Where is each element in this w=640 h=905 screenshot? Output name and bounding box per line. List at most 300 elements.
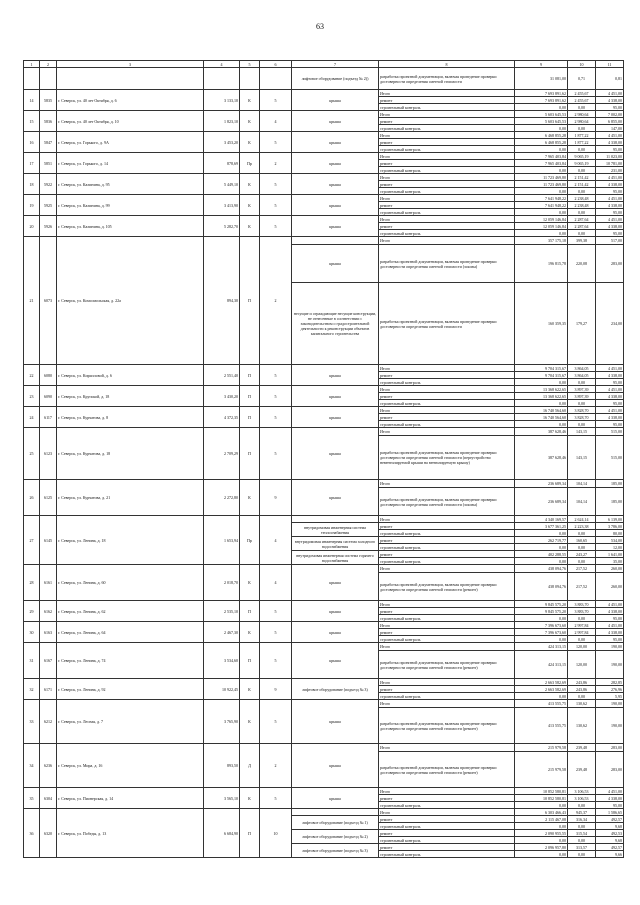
work-type: ремонт: [379, 537, 515, 544]
system-name: крыша: [292, 132, 379, 153]
wall-material: П: [240, 601, 260, 622]
row-number: 30: [24, 622, 40, 643]
max-cost: 492,57: [596, 816, 624, 823]
col-num: 8: [379, 61, 515, 68]
max-cost: 515,00: [596, 436, 624, 480]
unit-cost: 130,62: [568, 700, 596, 708]
cost: 438 094,76: [515, 573, 568, 601]
max-cost: 1 586,65: [596, 809, 624, 816]
system-name: крыша: [292, 195, 379, 216]
max-cost: 0,81: [596, 68, 624, 90]
cost: 2 663 582,69: [515, 679, 568, 686]
cost: 262 719,77: [515, 537, 568, 544]
work-type: строительный контроль: [379, 421, 515, 428]
work-type: строительный контроль: [379, 544, 515, 551]
max-cost: 4 338,00: [596, 181, 624, 188]
cost: 7 641 948,22: [515, 195, 568, 202]
work-type: разработка проектной документации, включая проведение проверки достоверности определения сметной стоимости (переустройство невентилируемой крыши на вентилируемую крышу): [379, 436, 515, 480]
area: 2 467,30: [204, 622, 240, 643]
work-type: ремонт: [379, 816, 515, 823]
address: г. Северск, ул. Курчатова, д. 8: [57, 407, 204, 428]
area: 5 449,10: [204, 174, 240, 195]
col-num: 10: [568, 61, 596, 68]
house-code: 6080: [40, 365, 57, 386]
unit-cost: 0,00: [568, 400, 596, 407]
max-cost: 283,00: [596, 744, 624, 752]
cost: 402 288,55: [515, 551, 568, 558]
work-type: строительный контроль: [379, 146, 515, 153]
house-code: 6125: [40, 480, 57, 516]
system-name: крыша: [292, 245, 379, 283]
system-name: лифтовое оборудование (подъезд № 2): [292, 830, 379, 844]
unit-cost: 1 877,22: [568, 132, 596, 139]
work-type: Итого: [379, 480, 515, 488]
work-type: ремонт: [379, 202, 515, 209]
floors: 5: [260, 428, 292, 480]
area: 6 684,90: [204, 809, 240, 858]
work-type: Итого: [379, 428, 515, 436]
max-cost: 9,68: [596, 823, 624, 830]
unit-cost: 3 883,70: [568, 601, 596, 608]
house-code: [40, 68, 57, 90]
work-type: Итого: [379, 601, 515, 608]
cost: 2 096 957,80: [515, 844, 568, 851]
work-type: Итого: [379, 788, 515, 795]
cost: 6 468 855,28: [515, 132, 568, 139]
unit-cost: 399,38: [568, 237, 596, 245]
work-type: ремонт: [379, 181, 515, 188]
work-type: ремонт: [379, 393, 515, 400]
max-cost: 4 451,00: [596, 407, 624, 414]
area: 3 413,90: [204, 195, 240, 216]
floors: [260, 68, 292, 90]
col-num: 3: [57, 61, 204, 68]
max-cost: 95,00: [596, 636, 624, 643]
unit-cost: 2 455,67: [568, 97, 596, 104]
work-type: Итого: [379, 195, 515, 202]
max-cost: 95,00: [596, 421, 624, 428]
unit-cost: 3 828,70: [568, 407, 596, 414]
house-code: 5847: [40, 132, 57, 153]
cost: 236 689,34: [515, 480, 568, 488]
cost: 11 723 469,80: [515, 181, 568, 188]
floors: 10: [260, 809, 292, 858]
wall-material: П: [240, 428, 260, 480]
cost: 0,00: [515, 837, 568, 844]
area: 10 922,45: [204, 679, 240, 700]
table-row: [24, 174, 624, 181]
work-type: Итого: [379, 622, 515, 629]
cost: 3 677 361,25: [515, 523, 568, 530]
unit-cost: 9 065,19: [568, 160, 596, 167]
unit-cost: 2 151,42: [568, 181, 596, 188]
unit-cost: 243,27: [568, 551, 596, 558]
work-type: Итого: [379, 174, 515, 181]
table-row: [24, 788, 624, 795]
unit-cost: 3 883,70: [568, 608, 596, 615]
page-number: 63: [316, 22, 324, 31]
work-type: Итого: [379, 643, 515, 651]
max-cost: 515,00: [596, 428, 624, 436]
cost: 9 704 315,67: [515, 372, 568, 379]
address: г. Северск, ул. Ленина, д. 62: [57, 601, 204, 622]
work-type: ремонт: [379, 795, 515, 802]
unit-cost: 239,48: [568, 752, 596, 788]
floors: 5: [260, 216, 292, 237]
cost: 0,00: [515, 421, 568, 428]
unit-cost: 0,00: [568, 544, 596, 551]
wall-material: К: [240, 679, 260, 700]
max-cost: 4 451,00: [596, 90, 624, 97]
unit-cost: 3 864,05: [568, 372, 596, 379]
address: г. Северск, ул. 40 лет Октября, д. 10: [57, 111, 204, 132]
row-number: 36: [24, 809, 40, 858]
cost: 7 641 948,22: [515, 202, 568, 209]
cost: 196 815,78: [515, 245, 568, 283]
cost: 0,00: [515, 230, 568, 237]
row-number: 35: [24, 788, 40, 809]
table-row: [24, 428, 624, 436]
work-type: разработка проектной документации, включая проведение проверки достоверности определения сметной стоимости (ремонт): [379, 708, 515, 744]
cost: 413 555,75: [515, 708, 568, 744]
cost: 9 845 575,20: [515, 608, 568, 615]
work-type: ремонт: [379, 844, 515, 851]
table-row: [24, 809, 624, 816]
floors: 4: [260, 565, 292, 601]
max-cost: 4 338,00: [596, 795, 624, 802]
max-cost: 4 451,00: [596, 365, 624, 372]
max-cost: 283,00: [596, 752, 624, 788]
floors: 5: [260, 700, 292, 744]
work-type: строительный контроль: [379, 636, 515, 643]
work-type: ремонт: [379, 139, 515, 146]
unit-cost: 0,00: [568, 146, 596, 153]
system-name: крыша: [292, 788, 379, 809]
work-type: строительный контроль: [379, 104, 515, 111]
house-code: 6167: [40, 643, 57, 679]
unit-cost: 0,00: [568, 530, 596, 537]
repair-program-table: [23, 60, 624, 858]
wall-material: Д: [240, 744, 260, 788]
cost: 0,00: [515, 544, 568, 551]
unit-cost: 2 238,48: [568, 195, 596, 202]
col-num: 9: [515, 61, 568, 68]
unit-cost: 2 238,48: [568, 202, 596, 209]
unit-cost: 2 980,64: [568, 111, 596, 118]
unit-cost: 0,00: [568, 125, 596, 132]
column-number-row: [24, 61, 624, 68]
unit-cost: 0,00: [568, 379, 596, 386]
cost: 160 359,35: [515, 283, 568, 365]
system-name: лифтовое оборудование (подъезд № 3): [292, 844, 379, 858]
max-cost: 95,00: [596, 379, 624, 386]
table-row: [24, 68, 624, 90]
address: г. Северск, ул. Ленина, д. 74: [57, 643, 204, 679]
cost: 0,00: [515, 615, 568, 622]
max-cost: 231,00: [596, 167, 624, 174]
work-type: Итого: [379, 516, 515, 523]
area: 2 709,29: [204, 428, 240, 480]
cost: 9 845 575,20: [515, 601, 568, 608]
max-cost: 4 338,00: [596, 372, 624, 379]
floors: 5: [260, 174, 292, 195]
max-cost: 4 338,00: [596, 393, 624, 400]
unit-cost: 0,00: [568, 421, 596, 428]
wall-material: К: [240, 480, 260, 516]
wall-material: К: [240, 565, 260, 601]
max-cost: 4 338,00: [596, 608, 624, 615]
max-cost: 1 641,00: [596, 551, 624, 558]
cost: 0,00: [515, 636, 568, 643]
unit-cost: 3 106,53: [568, 788, 596, 795]
area: 1 823,10: [204, 111, 240, 132]
unit-cost: 217,52: [568, 565, 596, 573]
row-number: 24: [24, 407, 40, 428]
table-row: [24, 480, 624, 488]
table-row: [24, 565, 624, 573]
cost: 12 059 146,84: [515, 223, 568, 230]
max-cost: 234,00: [596, 283, 624, 365]
max-cost: 12,00: [596, 544, 624, 551]
address: г. Северск, ул. Лесная, д. 7: [57, 700, 204, 744]
cost: 2 115 467,08: [515, 816, 568, 823]
cost: 0,00: [515, 188, 568, 195]
max-cost: 6 139,00: [596, 516, 624, 523]
system-name: внутридомовая инженерная система теплоснабжения: [292, 523, 379, 537]
work-type: разработка проектной документации, включая проведение проверки достоверности определения сметной стоимости: [379, 283, 515, 365]
floors: 9: [260, 480, 292, 516]
row-number: [24, 68, 40, 90]
row-number: 25: [24, 428, 40, 480]
wall-material: Пр: [240, 153, 260, 174]
cost: 7 693 891,62: [515, 97, 568, 104]
address: г. Северск, ул. Пионерская, д. 14: [57, 788, 204, 809]
wall-material: К: [240, 700, 260, 744]
work-type: Итого: [379, 679, 515, 686]
max-cost: 4 451,00: [596, 132, 624, 139]
house-code: 5851: [40, 153, 57, 174]
floors: 5: [260, 788, 292, 809]
unit-cost: 143,15: [568, 436, 596, 480]
address: г. Северск, ул. Калинина, д. 99: [57, 195, 204, 216]
address: г. Северск, ул. Курчатова, д. 18: [57, 428, 204, 480]
work-type: строительный контроль: [379, 693, 515, 700]
unit-cost: 243,86: [568, 686, 596, 693]
work-type: ремонт: [379, 629, 515, 636]
max-cost: 260,00: [596, 573, 624, 601]
unit-cost: 2 980,64: [568, 118, 596, 125]
work-type: Итого: [379, 237, 515, 245]
unit-cost: 313,57: [568, 844, 596, 851]
unit-cost: 2 997,84: [568, 629, 596, 636]
table-row: [24, 643, 624, 651]
address: г. Северск, ул. Ленина, д. 92: [57, 679, 204, 700]
row-number: 27: [24, 516, 40, 565]
house-code: 5925: [40, 195, 57, 216]
wall-material: Пр: [240, 516, 260, 565]
floors: 5: [260, 386, 292, 407]
address: г. Северск, ул. Калинина, д. 105: [57, 216, 204, 237]
unit-cost: 104,14: [568, 488, 596, 516]
floors: 5: [260, 601, 292, 622]
work-type: Итого: [379, 111, 515, 118]
system-name: [292, 237, 379, 245]
wall-material: П: [240, 407, 260, 428]
table-row: [24, 622, 624, 629]
address: г. Северск, ул. Комсомольская, д. 22а: [57, 237, 204, 365]
unit-cost: 2 151,42: [568, 174, 596, 181]
unit-cost: 3 897,39: [568, 393, 596, 400]
work-type: Итого: [379, 565, 515, 573]
work-type: ремонт: [379, 608, 515, 615]
max-cost: 4 451,00: [596, 216, 624, 223]
address: г. Северск, ул. Горького, д. 9А: [57, 132, 204, 153]
wall-material: К: [240, 195, 260, 216]
cost: 5 603 645,53: [515, 111, 568, 118]
area: 4 372,35: [204, 407, 240, 428]
work-type: ремонт: [379, 686, 515, 693]
cost: 5 603 645,53: [515, 118, 568, 125]
cost: 10 852 580,81: [515, 788, 568, 795]
row-number: 32: [24, 679, 40, 700]
area: 3 534,60: [204, 643, 240, 679]
max-cost: 4 338,00: [596, 629, 624, 636]
system-name: крыша: [292, 622, 379, 643]
row-number: 28: [24, 565, 40, 601]
address: г. Северск, ул. 40 лет Октября, д. 6: [57, 90, 204, 111]
unit-cost: 3 897,39: [568, 386, 596, 393]
house-code: 6117: [40, 407, 57, 428]
max-cost: 6 855,00: [596, 118, 624, 125]
cost: 16 740 564,60: [515, 407, 568, 414]
area: 3 453,20: [204, 132, 240, 153]
work-type: строительный контроль: [379, 188, 515, 195]
address: г. Северск, ул. Мира, д. 16: [57, 744, 204, 788]
unit-cost: 217,52: [568, 573, 596, 601]
cost: 2 090 955,55: [515, 830, 568, 837]
unit-cost: 239,48: [568, 744, 596, 752]
max-cost: 190,00: [596, 700, 624, 708]
unit-cost: 0,00: [568, 615, 596, 622]
row-number: 19: [24, 195, 40, 216]
house-code: 6145: [40, 516, 57, 565]
area: 3 565,10: [204, 788, 240, 809]
table-row: [24, 237, 624, 245]
unit-cost: 0,00: [568, 230, 596, 237]
area: 2 535,10: [204, 601, 240, 622]
cost: 0,00: [515, 530, 568, 537]
unit-cost: 0,00: [568, 167, 596, 174]
cost: 236 689,34: [515, 488, 568, 516]
unit-cost: 945,37: [568, 809, 596, 816]
cost: 2 663 582,69: [515, 686, 568, 693]
max-cost: 95,00: [596, 188, 624, 195]
table-row: [24, 744, 624, 752]
row-number: 26: [24, 480, 40, 516]
unit-cost: 1 877,22: [568, 139, 596, 146]
work-type: разработка проектной документации, включая проведение проверки достоверности определения сметной стоимости (эскизы): [379, 245, 515, 283]
cost: 0,00: [515, 802, 568, 809]
system-name: лифтовое оборудование (подъезд № 3): [292, 679, 379, 700]
system-name: крыша: [292, 174, 379, 195]
work-type: Итого: [379, 809, 515, 816]
cost: 0,00: [515, 693, 568, 700]
unit-cost: 2 287,64: [568, 223, 596, 230]
work-type: строительный контроль: [379, 615, 515, 622]
cost: 424 313,15: [515, 643, 568, 651]
max-cost: 260,00: [596, 565, 624, 573]
col-num: 7: [292, 61, 379, 68]
max-cost: 95,00: [596, 146, 624, 153]
max-cost: 95,00: [596, 400, 624, 407]
system-name: крыша: [292, 216, 379, 237]
max-cost: 4 451,00: [596, 788, 624, 795]
address: г. Северск, ул. Ленина, д. 18: [57, 516, 204, 565]
wall-material: П: [240, 643, 260, 679]
work-type: ремонт: [379, 551, 515, 558]
unit-cost: 0,00: [568, 636, 596, 643]
unit-cost: 0,00: [568, 188, 596, 195]
max-cost: 283,00: [596, 245, 624, 283]
system-name: крыша: [292, 407, 379, 428]
unit-cost: 0,00: [568, 837, 596, 844]
work-type: Итого: [379, 744, 515, 752]
cost: 387 628,46: [515, 428, 568, 436]
cost: 16 740 564,60: [515, 414, 568, 421]
max-cost: 11 023,00: [596, 153, 624, 160]
cost: 0,00: [515, 379, 568, 386]
system-name: крыша: [292, 111, 379, 132]
unit-cost: 243,86: [568, 679, 596, 686]
cost: 438 094,76: [515, 565, 568, 573]
max-cost: 35,00: [596, 558, 624, 565]
wall-material: К: [240, 174, 260, 195]
max-cost: 4 451,00: [596, 386, 624, 393]
max-cost: 4 451,00: [596, 601, 624, 608]
unit-cost: 0,00: [568, 851, 596, 858]
wall-material: К: [240, 788, 260, 809]
cost: 0,00: [515, 146, 568, 153]
house-code: 5836: [40, 111, 57, 132]
max-cost: 4 451,00: [596, 195, 624, 202]
max-cost: 3 786,00: [596, 523, 624, 530]
cost: 31 081,00: [515, 68, 568, 90]
area: [204, 68, 240, 90]
floors: 2: [260, 237, 292, 365]
house-code: 5922: [40, 174, 57, 195]
unit-cost: 2 223,38: [568, 523, 596, 530]
unit-cost: 179,27: [568, 283, 596, 365]
max-cost: 185,00: [596, 488, 624, 516]
table-row: [24, 111, 624, 118]
unit-cost: 0,00: [568, 802, 596, 809]
table-row: [24, 516, 624, 523]
cost: 6 303 466,43: [515, 809, 568, 816]
table-row: [24, 700, 624, 708]
floors: 5: [260, 622, 292, 643]
table-row: [24, 153, 624, 160]
row-number: 20: [24, 216, 40, 237]
area: 3 430,20: [204, 386, 240, 407]
table-row: [24, 90, 624, 97]
cost: 7 693 891,62: [515, 90, 568, 97]
unit-cost: 3 828,70: [568, 414, 596, 421]
max-cost: 185,00: [596, 480, 624, 488]
house-code: 6162: [40, 601, 57, 622]
row-number: 34: [24, 744, 40, 788]
system-name: крыша: [292, 365, 379, 386]
cost: 0,00: [515, 104, 568, 111]
